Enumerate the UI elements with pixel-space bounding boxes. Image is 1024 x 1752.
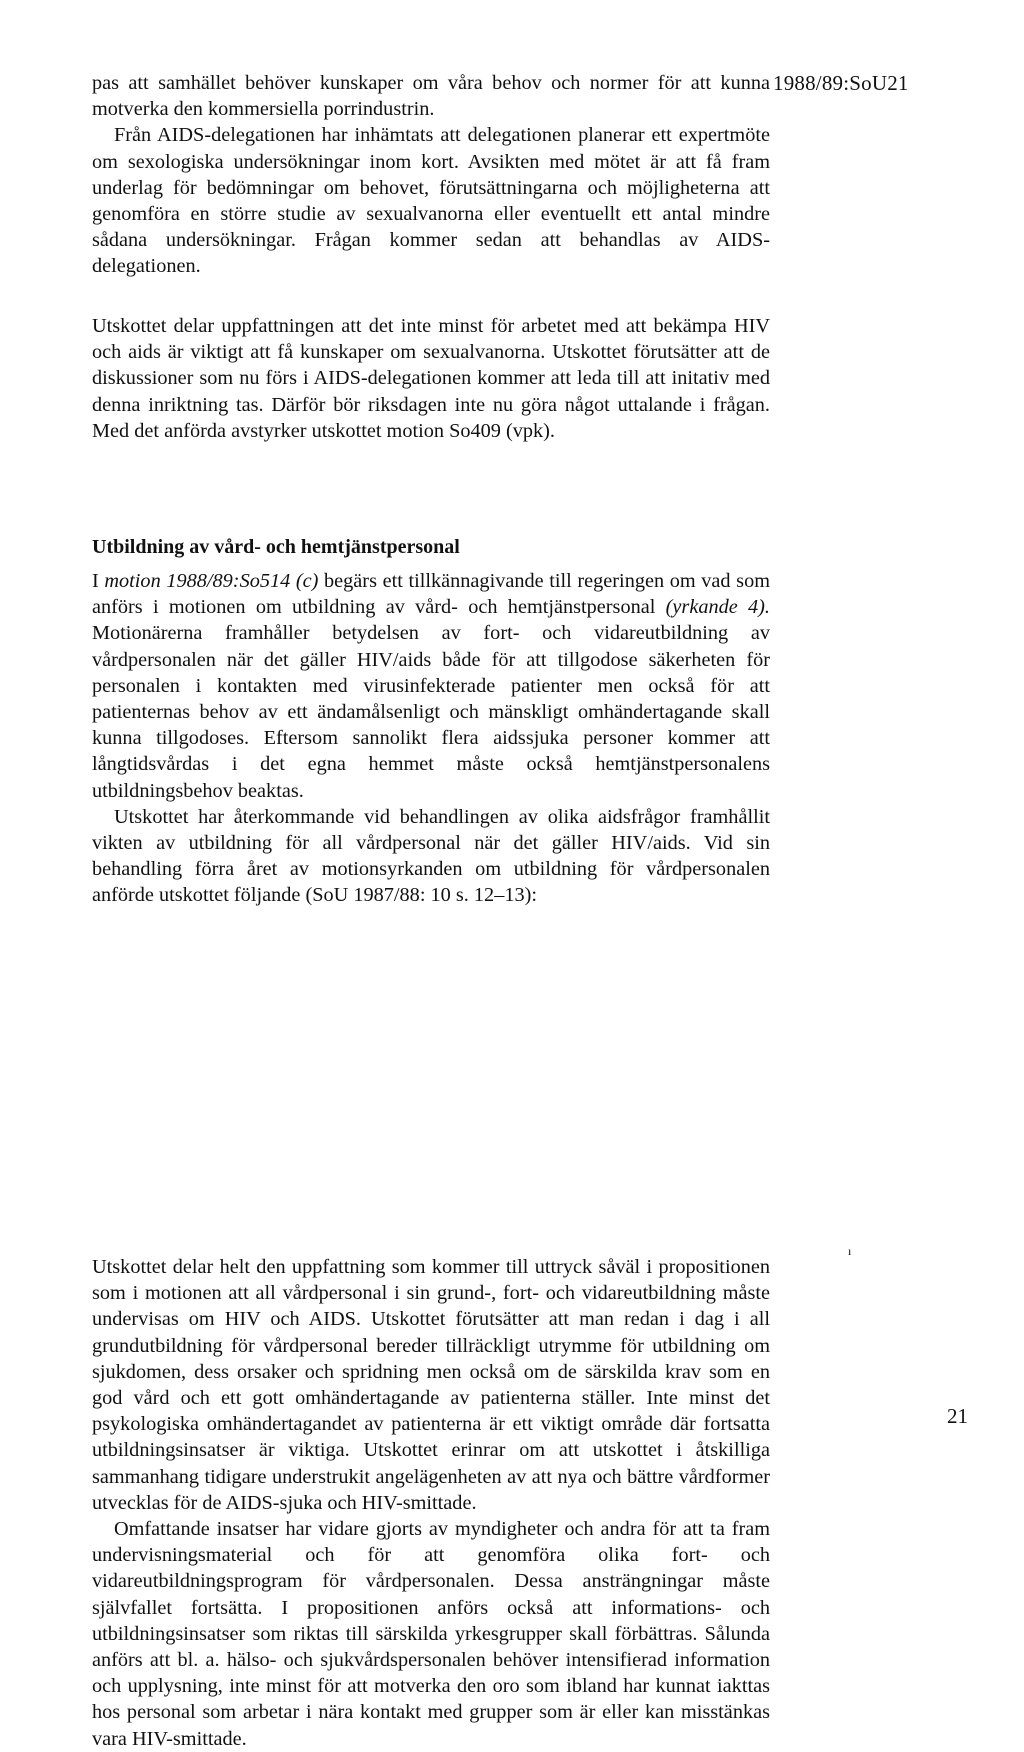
paragraph: Från AIDS-delegationen har inhämtats att delegationen planerar ett expertmöte om sexologiska undersökningar inom kort. Avsikten med mötet är att få fram underlag för bedömningar om behovet, förutsättningarna och möjligheterna att genomföra en större studie av sexualvanorna eller eventuellt ett antal mindre sådana undersökningar. Frågan kommer sedan att behandlas av AIDS-delegationen. xyxy=(92,124,770,278)
document-code: 1988/89:SoU21 xyxy=(773,71,909,95)
motion-reference: motion 1988/89:So514 (c) xyxy=(104,570,319,592)
section-heading: Utbildning av vård- och hemtjänstpersonal xyxy=(92,536,460,558)
paragraph: pas att samhället behöver kunskaper om våra behov och normer för att kunna motverka den kommersiella porrindustrin. xyxy=(92,72,770,121)
text-block-2 xyxy=(92,313,770,444)
paragraph xyxy=(92,568,770,804)
paragraph: Utskottet har återkommande vid behandlingen av olika aidsfrågor framhållit vikten av utbildning för all vårdpersonal när det gäller HIV/aids. Vid sin behandling förra året av motionsyrkanden om utbildning för vårdpersonalen anförde utskottet följande (SoU 1987/88: 10 s. 12–13): xyxy=(92,805,770,907)
page-number: 21 xyxy=(947,1404,968,1428)
text-block-3 xyxy=(92,568,770,909)
text-block-1 xyxy=(92,70,770,280)
paragraph: Omfattande insatser har vidare gjorts av myndigheter och andra för att ta fram undervisningsmaterial och för att genomföra olika fort- och vidareutbildningsprogram för vårdpersonalen. Dessa ansträngningar måste självfallet fortsätta. I propositionen anförs också att informations- och utbildningsinsatser som riktas till särskilda yrkesgrupper skall förbättras. Sålunda anförs att bl. a. hälso- och sjukvårdspersonalen behöver intensifierad information och upplysning, inte minst för att motverka den oro som ibland har kunnat iakttas hos personal som arbetar i nära kontakt med grupper som är eller kan misstänkas vara HIV-smittade. xyxy=(92,1518,770,1750)
yrkande-reference: (yrkande 4). xyxy=(665,596,771,619)
paragraph: Utskottet delar uppfattningen att det inte minst för arbetet med att bekämpa HIV och aids är viktigt att få kunskaper om sexualvanorna. Utskottet förutsätter att de diskussioner som nu förs i AIDS-delegationen kommer att leda till att initativ med denna inriktning tas. Därför bör riksdagen inte nu göra något uttalande i frågan. Med det anförda avstyrker utskottet motion So409 (vpk). xyxy=(92,315,770,442)
text-span: Motionärerna framhåller betydelsen av fort- och vidareutbildning av vårdpersonalen när det gäller HIV/aids både för att tillgodose säkerheten för personalen i kontakten med virusinfekterade patienter men också för att patienternas behov av ett ändamålsenligt och mänskligt omhändertagande skall kunna tillgodoses. Eftersom sannolikt flera aidssjuka personer kommer att långtidsvårdas i det egna hemmet måste också hemtjänstpersonalens utbildningsbehov beaktas. xyxy=(92,622,770,802)
text-span: begärs ett tillkännagivande till regeringen om vad som anförs i motionen om utbildning av vård- och hemtjänstpersonal xyxy=(92,570,770,619)
quoted-block xyxy=(92,1254,770,1752)
text-span: I xyxy=(92,570,105,592)
stray-mark: ı xyxy=(848,1244,852,1258)
paragraph: Utskottet delar helt den uppfattning som kommer till uttryck såväl i propositionen som i motionen att all vårdpersonal i sin grund-, fort- och vidareutbildning måste undervisas om HIV och AIDS. Utskottet förutsätter att man redan i dag i all grundutbildning för vårdpersonal bereder tillräckligt utrymme för utbildning om sjukdomen, dess orsaker och spridning men också om de särskilda krav som en god vård och ett gott omhändertagande av patienterna ställer. Inte minst det psykologiska omhändertagandet av patienterna är ett viktigt område där fortsatta utbildningsinsatser är viktiga. Utskottet erinrar om att utskottet i åtskilliga sammanhang tidigare understrukit angelägenheten av att nya och bättre vårdformer utvecklas för de AIDS-sjuka och HIV-smittade. xyxy=(92,1256,770,1514)
